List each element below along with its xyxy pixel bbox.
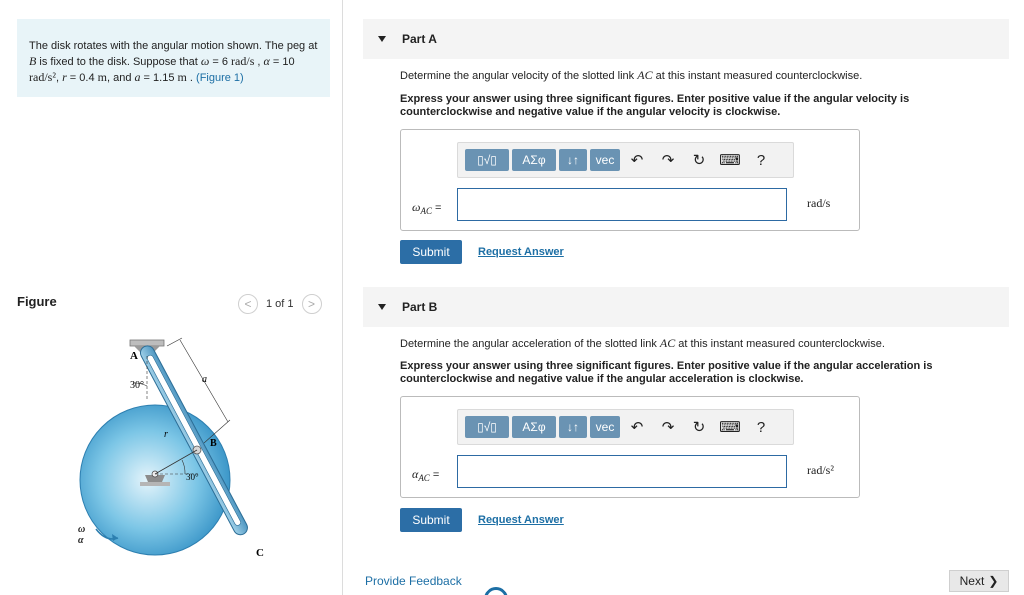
var-AC: AC (659, 336, 676, 350)
a-value: = 1.15 (140, 72, 178, 84)
math-toolbar (457, 142, 794, 178)
part-a-title: Part A (402, 32, 437, 46)
figure-link[interactable]: (Figure 1) (196, 72, 244, 84)
collapse-triangle-icon (378, 36, 386, 42)
label-angle-B: 30° (186, 472, 199, 482)
label-r: r (164, 429, 168, 440)
answer-unit: rad/s² (807, 463, 834, 477)
chevron-right-icon: > (308, 297, 316, 311)
pin-support (130, 340, 164, 346)
part-a-answer-box (400, 129, 860, 231)
submit-button[interactable]: Submit (400, 240, 462, 264)
next-button[interactable] (949, 570, 1009, 592)
vec-button[interactable]: vec (590, 149, 620, 171)
answer-equals: = (429, 469, 440, 481)
reset-icon[interactable]: ↻ (692, 152, 706, 169)
next-figure-button[interactable] (302, 294, 322, 314)
undo-icon[interactable]: ↶ (630, 419, 644, 436)
part-b-instructions: Express your answer using three significant figures. Enter positive value if the angular acceleration is counterclockwise and negative value if the angular acceleration is clockwise. (400, 360, 933, 385)
answer-subscript: AC (420, 206, 432, 217)
a-unit: m (177, 70, 187, 84)
greek-button[interactable]: ΑΣφ (512, 149, 556, 171)
reset-icon[interactable]: ↻ (692, 419, 706, 436)
label-A: A (130, 350, 138, 362)
request-answer-link[interactable]: Request Answer (478, 246, 564, 258)
answer-symbol: α (412, 467, 419, 481)
r-symbol: r (62, 70, 67, 84)
submit-button[interactable]: Submit (400, 508, 462, 532)
part-b-title: Part B (402, 300, 438, 314)
angular-acceleration-input[interactable] (457, 455, 787, 488)
templates-button[interactable]: ▯√▯ (465, 149, 509, 171)
dimension-tick-top (167, 338, 182, 346)
r-value: = 0.4 (66, 72, 98, 84)
label-angle-A: 30° (130, 380, 144, 391)
label-alpha: α (78, 535, 84, 546)
angular-velocity-input[interactable] (457, 188, 787, 221)
alpha-symbol: α (263, 54, 270, 68)
provide-feedback-link[interactable]: Provide Feedback (365, 574, 462, 588)
omega-alpha-legend (78, 524, 85, 546)
vec-button[interactable]: vec (590, 416, 620, 438)
part-b-header[interactable] (363, 287, 1009, 327)
chevron-right-icon: ❯ (988, 574, 999, 588)
disk-figure (70, 330, 330, 565)
figure-count: 1 of 1 (266, 298, 294, 310)
answer-unit: rad/s (807, 196, 831, 210)
redo-icon[interactable]: ↷ (661, 419, 675, 436)
alpha-value: = 10 (269, 56, 295, 68)
help-icon[interactable]: ? (756, 151, 766, 169)
part-a-instructions: Express your answer using three significant figures. Enter positive value if the angular velocity is counterclockwise and negative value if the angular velocity is clockwise. (400, 93, 910, 118)
label-omega: ω (78, 524, 86, 535)
arrows-button[interactable]: ↓↑ (559, 416, 587, 438)
answer-symbol: ω (412, 200, 421, 214)
problem-text: is fixed to the disk. Suppose that (39, 56, 198, 68)
part-a-header[interactable] (363, 19, 1009, 59)
templates-button[interactable]: ▯√▯ (465, 416, 509, 438)
keyboard-icon[interactable]: ⌨ (719, 419, 741, 436)
question-text: Determine the angular acceleration of the slotted link (400, 338, 660, 350)
a-symbol: a (134, 70, 141, 84)
question-text: Determine the angular velocity of the slotted link (400, 70, 638, 82)
answer-label (412, 467, 439, 483)
loading-spinner-icon (479, 582, 513, 595)
keyboard-icon[interactable]: ⌨ (719, 152, 741, 169)
answer-subscript: AC (418, 473, 430, 484)
greek-button[interactable]: ΑΣφ (512, 416, 556, 438)
arrows-button[interactable]: ↓↑ (559, 149, 587, 171)
alpha-unit: rad/s² (29, 70, 56, 84)
question-text: at this instant measured counterclockwise. (652, 70, 863, 82)
request-answer-link[interactable]: Request Answer (478, 514, 564, 526)
answer-equals: = (432, 202, 442, 214)
omega-value: = 6 (209, 56, 232, 68)
var-AC: AC (637, 68, 653, 82)
var-B: B (29, 54, 37, 68)
figure-pager (238, 294, 322, 314)
part-b-answer-box (400, 396, 860, 498)
math-toolbar (457, 409, 794, 445)
answer-label (412, 200, 441, 216)
help-icon[interactable]: ? (756, 418, 766, 436)
figure-title: Figure (17, 294, 57, 309)
label-B: B (210, 438, 217, 449)
undo-icon[interactable]: ↶ (630, 152, 644, 169)
next-label: Next (959, 574, 985, 588)
omega-unit: rad/s (231, 54, 255, 68)
redo-icon[interactable]: ↷ (661, 152, 675, 169)
collapse-triangle-icon (378, 304, 386, 310)
omega-symbol: ω (200, 54, 210, 68)
question-text: at this instant measured counterclockwise. (675, 338, 885, 350)
label-a: a (202, 374, 207, 385)
r-unit: m (97, 70, 107, 84)
label-C: C (256, 547, 264, 559)
column-divider (342, 0, 343, 595)
chevron-left-icon: < (244, 297, 252, 311)
problem-text: , and (106, 72, 135, 84)
problem-statement: The disk rotates with the angular motion shown. The peg at B is fixed to the disk. Suppose that ω = 6 rad/s , α = 10 rad/s², r = 0.4 m, and a = 1.15 m . (Figure 1) (17, 19, 330, 97)
center-base (140, 482, 170, 486)
part-a-question (400, 69, 970, 83)
problem-text: The disk rotates with the angular motion shown. The peg at (29, 40, 318, 52)
prev-figure-button[interactable] (238, 294, 258, 314)
part-b-question (400, 337, 970, 351)
